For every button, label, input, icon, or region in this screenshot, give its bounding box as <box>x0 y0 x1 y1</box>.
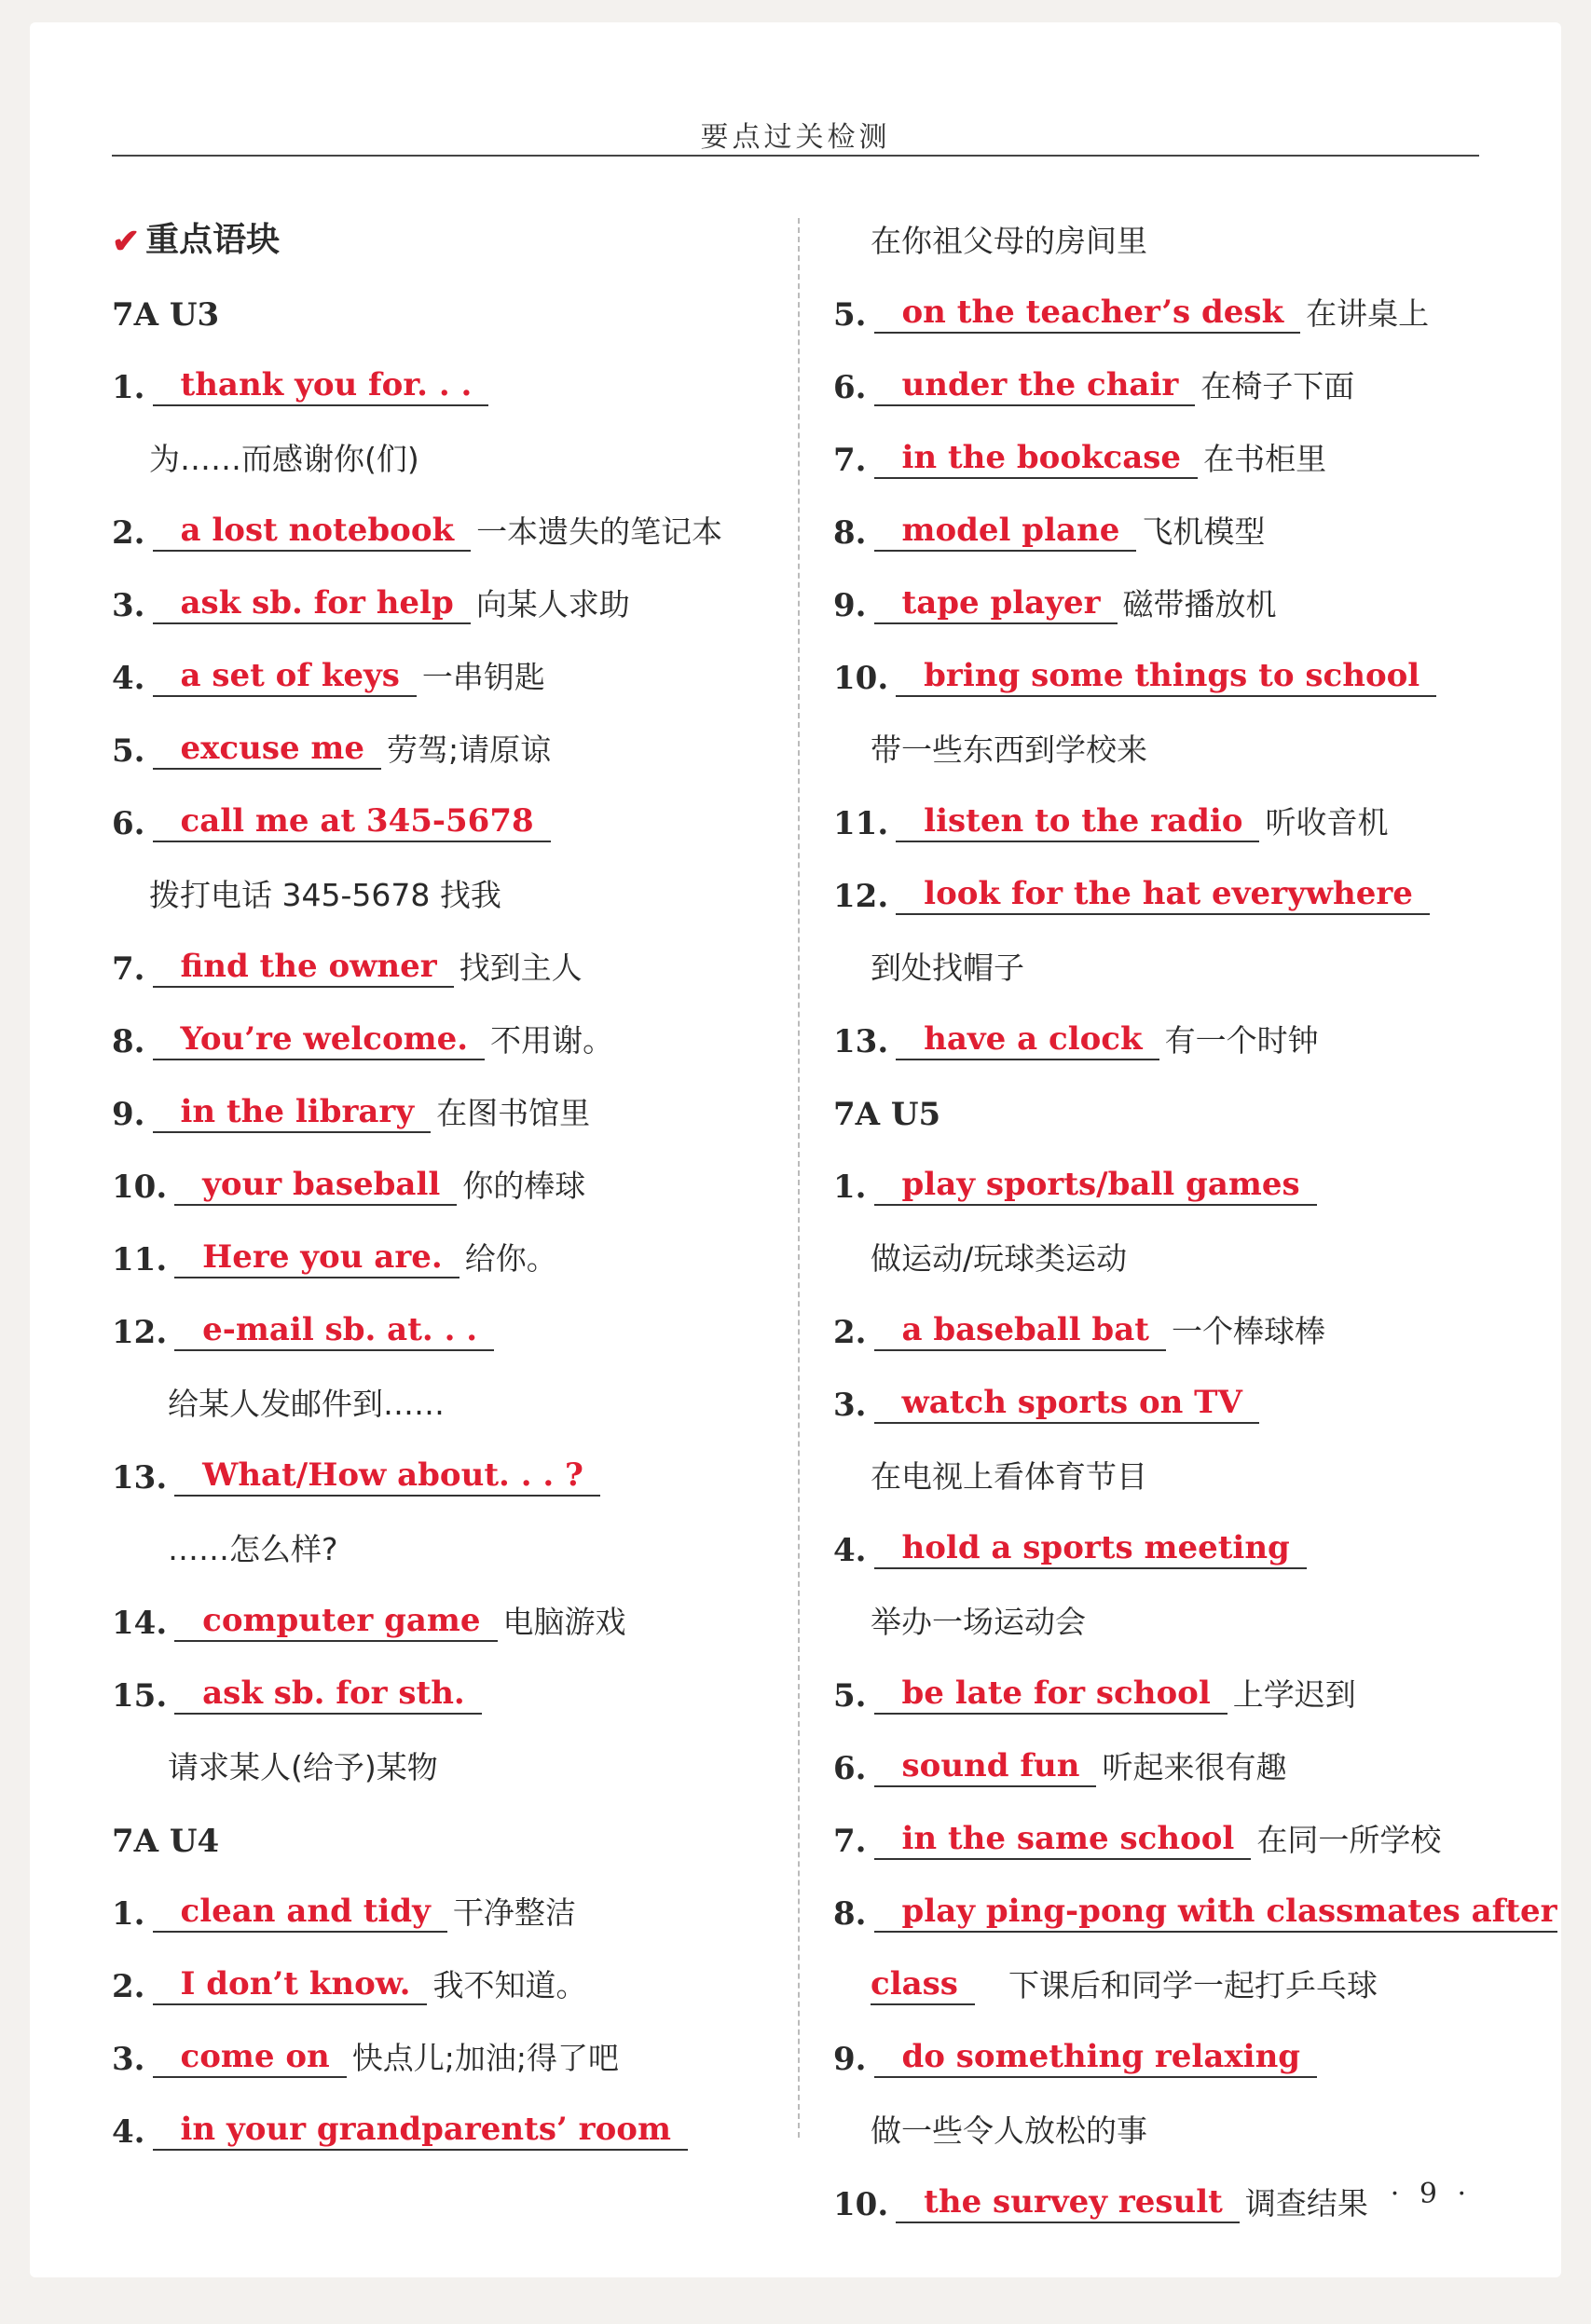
answer-blank: class <box>871 1964 975 2005</box>
list-item: 14. computer game 电脑游戏 <box>112 1602 626 1642</box>
answer-blank: in your grandparents’ room <box>153 2110 688 2151</box>
page-number: · 9 · <box>1390 2178 1472 2210</box>
list-item: 4. in your grandparents’ room <box>112 2078 783 2151</box>
list-item: 9. in the library 在图书馆里 <box>112 1093 591 1133</box>
list-item: 12. e-mail sb. at. . . <box>112 1278 783 1351</box>
answer-blank: in the bookcase <box>874 438 1199 479</box>
checkmark-icon: ✔ <box>112 222 141 261</box>
right-column <box>833 188 1557 2223</box>
answer-blank: look for the hat everywhere <box>896 874 1430 915</box>
translation: 做一些令人放松的事 <box>871 2112 1147 2149</box>
list-item: 1. clean and tidy 干净整洁 <box>112 1893 576 1933</box>
translation: 在你祖父母的房间里 <box>871 223 1147 259</box>
list-item: 7. in the bookcase 在书柜里 <box>833 439 1327 479</box>
answer-blank: come on <box>153 2037 347 2078</box>
unit-heading-u5: 7A U5 <box>833 1096 941 1133</box>
list-item: 5. be late for school 上学迟到 <box>833 1675 1356 1715</box>
answer-blank: under the chair <box>874 365 1196 406</box>
list-item: 6. sound fun 听起来很有趣 <box>833 1747 1287 1787</box>
list-item: 13. What/How about. . . ? <box>112 1424 783 1497</box>
list-item: 11. listen to the radio 听收音机 <box>833 802 1389 842</box>
answer-blank: ask sb. for sth. <box>174 1674 482 1715</box>
translation: 拨打电话 345-5678 找我 <box>149 877 501 913</box>
list-item: 9. tape player 磁带播放机 <box>833 584 1277 624</box>
column-divider <box>798 218 800 2138</box>
answer-blank: listen to the radio <box>896 801 1259 842</box>
list-item: 5. on the teacher’s desk 在讲桌上 <box>833 294 1430 334</box>
translation: 到处找帽子 <box>871 950 1024 986</box>
answer-blank: find the owner <box>153 947 454 988</box>
answer-blank: a set of keys <box>153 656 417 697</box>
list-item: 2. a baseball bat 一个棒球棒 <box>833 1311 1325 1351</box>
answer-blank: a lost notebook <box>153 511 472 552</box>
list-item: 7. find the owner 找到主人 <box>112 948 583 988</box>
header-rule <box>112 155 1479 157</box>
answer-blank: thank you for. . . <box>153 365 489 406</box>
answer-blank: Here you are. <box>174 1237 459 1278</box>
answer-blank: hold a sports meeting <box>874 1528 1307 1569</box>
list-item: 4. a set of keys 一串钥匙 <box>112 657 545 697</box>
answer-blank: in the same school <box>874 1819 1252 1860</box>
unit-heading-u4: 7A U4 <box>112 1823 220 1860</box>
list-item: 10. bring some things to school <box>833 624 1542 697</box>
answer-blank: call me at 345-5678 <box>153 801 551 842</box>
list-item: 15. ask sb. for sth. <box>112 1642 783 1715</box>
list-item: 3. come on 快点儿;加油;得了吧 <box>112 2038 619 2078</box>
translation: 带一些东西到学校来 <box>871 731 1147 768</box>
answer-blank: the survey result <box>896 2182 1240 2223</box>
list-item-continued: class 下课后和同学一起打乒乓球 <box>871 1965 1378 2003</box>
list-item: 6. call me at 345-5678 <box>112 770 783 842</box>
list-item: 11. Here you are. 给你。 <box>112 1238 557 1278</box>
answer-blank: ask sb. for help <box>153 583 471 624</box>
list-item: 12. look for the hat everywhere <box>833 842 1542 915</box>
list-item: 4. hold a sports meeting <box>833 1497 1542 1569</box>
answer-blank: do something relaxing <box>874 2037 1318 2078</box>
list-item: 3. watch sports on TV <box>833 1351 1542 1424</box>
list-item: 2. a lost notebook 一本遗失的笔记本 <box>112 512 723 552</box>
left-column <box>112 188 783 2151</box>
section-title: 重点语块 <box>145 220 281 259</box>
list-item: 8. model plane 飞机模型 <box>833 512 1266 552</box>
answer-blank: play sports/ball games <box>874 1165 1317 1206</box>
answer-blank: bring some things to school <box>896 656 1436 697</box>
translation: 请求某人(给予)某物 <box>168 1749 438 1785</box>
list-item: 8. play ping-pong with classmates after <box>833 1893 1557 1933</box>
list-item: 9. do something relaxing <box>833 2005 1542 2078</box>
answer-blank: What/How about. . . ? <box>174 1456 600 1497</box>
workbook-page <box>30 22 1561 2277</box>
answer-blank: excuse me <box>153 729 382 770</box>
answer-blank: your baseball <box>174 1165 457 1206</box>
answer-blank: have a clock <box>896 1019 1159 1060</box>
answer-blank: model plane <box>874 511 1137 552</box>
answer-blank: computer game <box>174 1601 497 1642</box>
answer-blank: be late for school <box>874 1674 1228 1715</box>
list-item: 5. excuse me 劳驾;请原谅 <box>112 730 552 770</box>
page-header: 要点过关检测 <box>700 121 891 154</box>
translation: 给某人发邮件到…… <box>168 1386 445 1422</box>
translation: 做运动/玩球类运动 <box>871 1240 1128 1277</box>
section-heading <box>112 188 783 261</box>
answer-blank: You’re welcome. <box>153 1019 486 1060</box>
list-item: 6. under the chair 在椅子下面 <box>833 366 1355 406</box>
answer-blank: tape player <box>874 583 1118 624</box>
translation: 为……而感谢你(们) <box>149 441 419 477</box>
answer-blank: e-mail sb. at. . . <box>174 1310 494 1351</box>
answer-blank: clean and tidy <box>153 1892 447 1933</box>
list-item: 8. You’re welcome. 不用谢。 <box>112 1020 614 1060</box>
list-item: 1. play sports/ball games <box>833 1133 1542 1206</box>
translation: 在电视上看体育节目 <box>871 1458 1147 1495</box>
unit-heading-u3: 7A U3 <box>112 296 220 334</box>
answer-blank: sound fun <box>874 1746 1097 1787</box>
list-item: 1. thank you for. . . <box>112 334 783 406</box>
list-item: 7. in the same school 在同一所学校 <box>833 1820 1442 1860</box>
answer-blank: in the library <box>153 1092 432 1133</box>
list-item: 3. ask sb. for help 向某人求助 <box>112 584 630 624</box>
answer-blank: a baseball bat <box>874 1310 1166 1351</box>
answer-blank: play ping-pong with classmates after <box>874 1892 1557 1933</box>
list-item: 10. the survey result 调查结果 <box>833 2183 1368 2223</box>
list-item: 2. I don’t know. 我不知道。 <box>112 1965 587 2005</box>
answer-blank: watch sports on TV <box>874 1383 1259 1424</box>
list-item: 10. your baseball 你的棒球 <box>112 1166 586 1206</box>
translation: ……怎么样? <box>168 1531 338 1567</box>
list-item: 13. have a clock 有一个时钟 <box>833 1020 1319 1060</box>
translation: 举办一场运动会 <box>871 1604 1086 1640</box>
answer-blank: on the teacher’s desk <box>874 293 1301 334</box>
answer-blank: I don’t know. <box>153 1964 428 2005</box>
